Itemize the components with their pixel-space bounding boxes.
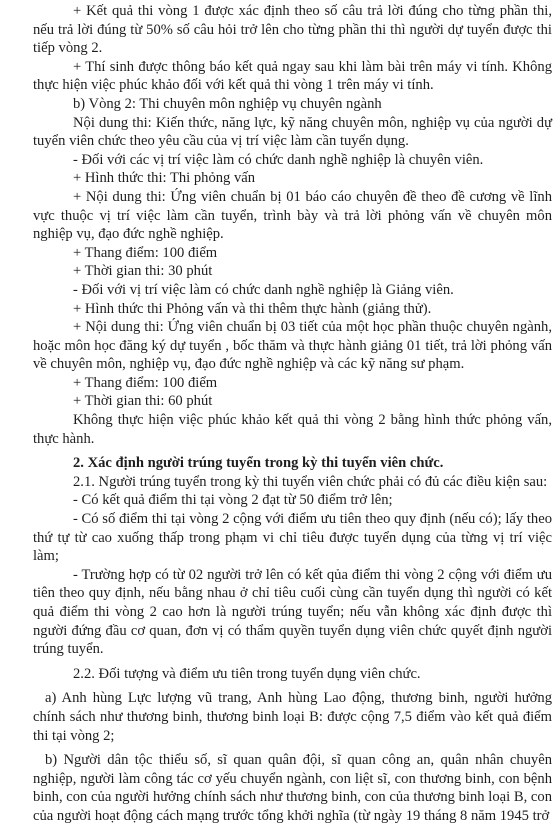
paragraph: - Trường hợp có từ 02 người trở lên có kết qủa điểm thi vòng 2 cộng với điểm ưu tiên theo quy định, nếu bằng nhau ở chỉ tiêu cuối cùng cần tuyển dụng thì người có kết quả điểm thi vòng 2 cao hơn là người trúng tuyển; nếu vẫn không xác định được thì người đứng đầu cơ quan, đơn vị có thẩm quyền tuyển dụng viên chức quyết định người trúng tuyển. <box>33 566 552 658</box>
section-heading: 2. Xác định người trúng tuyển trong kỳ thi tuyển viên chức. <box>73 455 444 472</box>
paragraph: + Thời gian thi: 30 phút <box>73 263 213 280</box>
section-heading: b) Vòng 2: Thi chuyên môn nghiệp vụ chuyên ngành <box>73 95 382 112</box>
paragraph: - Đối với vị trí việc làm có chức danh nghề nghiệp là Giảng viên. <box>73 281 454 298</box>
paragraph: + Thang điểm: 100 điểm <box>73 374 218 391</box>
paragraph: Nội dung thi: Kiến thức, năng lực, kỹ năng chuyên môn, nghiệp vụ của người dự tuyển viên chức theo yêu cầu của vị trí việc làm cần tuyển dụng. <box>33 114 552 150</box>
paragraph: + Hình thức thi Phỏng vấn và thi thêm thực hành (giảng thử). <box>73 300 432 317</box>
paragraph: b) Người dân tộc thiểu số, sĩ quan quân đội, sĩ quan công an, quân nhân chuyên nghiệp, người làm công tác cơ yếu chuyển ngành, con liệt sĩ, con thương binh, con bệnh binh, con của người hưởng chính sách như thương binh, con của thương binh loại B, con của người hoạt động cách mạng trước tổng khởi nghĩa (từ ngày 19 tháng 8 năm 1945 trở <box>33 752 552 824</box>
paragraph: - Đối với các vị trí việc làm có chức danh nghề nghiệp là chuyên viên. <box>73 151 484 168</box>
paragraph: + Nội dung thi: Ứng viên chuẩn bị 03 tiết của một học phần thuộc chuyên ngành, hoặc môn học đăng ký dự tuyển , bốc thăm và thực hành giảng 01 tiết, trả lời phỏng vấn về chuyên môn, nghiệp vụ, đạo đức nghề nghiệp và các kỹ năng sư phạm. <box>33 319 552 373</box>
paragraph: 2.1. Người trúng tuyển trong kỳ thi tuyển viên chức phải có đủ các điều kiện sau: <box>73 473 548 490</box>
paragraph: + Nội dung thi: Ứng viên chuẩn bị 01 báo cáo chuyên đề theo đề cương về lĩnh vực thuộc vị trí việc làm cần tuyển, trình bày và trả lời phỏng vấn về chuyên môn nghiệp vụ, đạo đức nghề nghiệp. <box>33 188 552 243</box>
paragraph: Không thực hiện việc phúc khảo kết quả thi vòng 2 bằng hình thức phỏng vấn, thực hành. <box>33 412 552 447</box>
paragraph: + Kết quả thi vòng 1 được xác định theo số câu trả lời đúng cho từng phần thi, nếu trả lời đúng từ 50% số câu hỏi trở lên cho từng phần thi thì người dự tuyển được thi tiếp vòng 2. <box>33 3 552 57</box>
paragraph: a) Anh hùng Lực lượng vũ trang, Anh hùng Lao động, thương binh, người hưởng chính sách như thương binh, thương binh loại B: được cộng 7,5 điểm vào kết quả điểm thi tại vòng 2; <box>33 690 552 744</box>
paragraph: + Thời gian thi: 60 phút <box>73 393 213 410</box>
paragraph: + Thí sinh được thông báo kết quả ngay sau khi làm bài trên máy vi tính. Không thực hiện việc phúc khảo đối với kết quả thi vòng 1 trên máy vi tính. <box>33 58 552 94</box>
paragraph: - Có kết quả điểm thi tại vòng 2 đạt từ 50 điểm trở lên; <box>73 492 393 509</box>
paragraph: + Thang điểm: 100 điểm <box>73 244 218 261</box>
paragraph: - Có số điểm thi tại vòng 2 cộng với điểm ưu tiên theo quy định (nếu có); lấy theo thứ tự từ cao xuống thấp trong phạm vi chỉ tiêu được tuyển dụng của từng vị trí việc làm; <box>33 511 552 565</box>
paragraph: + Hình thức thi: Thi phỏng vấn <box>73 170 256 187</box>
paragraph: 2.2. Đối tượng và điểm ưu tiên trong tuyển dụng viên chức. <box>73 665 421 682</box>
